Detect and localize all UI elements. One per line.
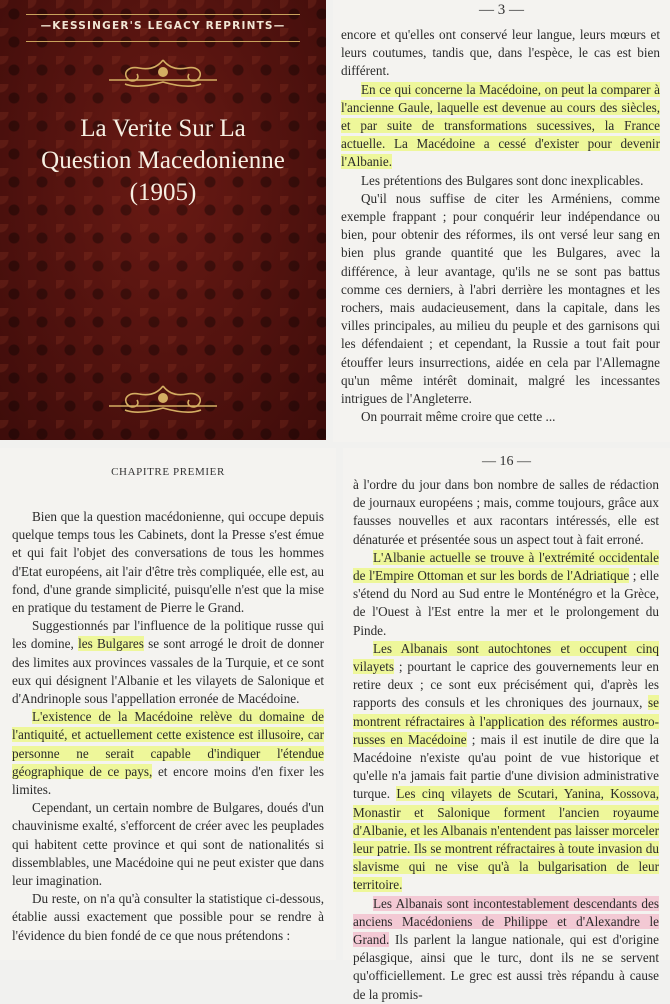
highlighted-text: Les Albanais sont incontestablement descendants des anciens Macédoniens de Philippe et d'Alexandre le Grand. [353,895,659,948]
cover-rule [26,41,300,42]
cover-top-rule [26,14,300,15]
chapter-page [0,448,336,960]
text-segment: se sont arrogé le droit de donner des limites aux provinces vassales de la Turquie, et ce sont eux qui désignent l'Albanie et les vilayets de Salonique et d'Andrinople sous l'appellation erronée de Macédoine. [12,636,324,707]
highlighted-text: L'Albanie actuelle se trouve à l'extrémité occidentale de l'Empire Ottoman et sur les bords de l'Adriatique [353,549,659,584]
text-segment: Suggestionnés par l'influence de la politique russe qui les domine, [12,618,324,652]
paragraph [341,26,660,81]
cover-title-line: Question Macedonienne [41,147,285,174]
highlighted-text: se montrent réfractaires à l'application des réformes austro-russes en Macédoine [353,695,659,747]
text-segment: On pourrait même croire que cette ... [361,409,556,425]
text-segment: Cependant, un certain nombre de Bulgares, doués d'un chauvinisme exalté, s'efforcent de créer avec les peuplades qui habitent cette province et qui sont de nationalités si dissemblables, une Macédoine qui ne peut exister que dans leur imagination. [12,800,324,889]
text-segment: et encore moins d'en fixer les limites. [12,763,324,798]
paragraph [353,549,659,640]
text-segment: Ils parlent la langue nationale, qui est d'origine pélasgique, ainsi que le turc, dont ils ne se servent qu'officiellement. Le grec est aussi très répandu à cause de la promis- [353,932,659,1002]
cover-title-line: (1905) [129,179,197,206]
highlighted-text: En ce qui concerne la Macédoine, on peut la comparer à l'ancienne Gaule, laquelle est devenue au cours des siècles, et par suite de transformations sucessives, la France actuelle. La Macédoine a cessé d'exister pour devenir l'Albanie. [341,81,660,170]
page-3 [333,0,670,442]
text-segment: encore et qu'elles ont conservé leur langue, leurs mœurs et leurs coutumes, tandis que, dans l'espèce, le cas est bien différent. [341,27,660,79]
text-segment: à l'ordre du jour dans bon nombre de salles de rédaction de journaux européens ; mais, comme toujours, grâce aux fausses nouvelles et aux racontars intéressés, elle est dénaturée et présentée sous un aspect tout à fait erroné. [353,477,659,547]
paragraph [353,640,659,895]
page-16 [343,448,670,1002]
paragraph [341,172,660,190]
bottom-ornament-icon [105,382,221,416]
chapter-heading: CHAPITRE PREMIER [111,466,225,478]
paragraph [12,508,324,617]
page-text [353,476,659,1004]
series-label: —KESSINGER'S LEGACY REPRINTS— [40,20,286,32]
text-segment: Les prétentions des Bulgares sont donc inexplicables. [361,172,644,188]
paragraph [12,799,324,890]
paragraph [12,617,324,708]
text-segment: Bien que la question macédonienne, qui occupe depuis quelque temps tous les Cabinets, dont la Presse s'est émue et qui fait l'objet des conversations de tous les hommes d'Etat européens, ait l'air d'être très compliquée, elle est, au fond, d'une grande simplicité, puisqu'elle n'est que la mise en pratique du testament de Pierre le Grand. [12,509,324,616]
paragraph [353,895,659,1004]
book-cover [0,0,326,440]
page-number: — 3 — [479,2,524,18]
paragraph [12,708,324,799]
text-segment: ; pourtant le caprice des gouvernements leur en retire deux ; ce sont eux précisément qui, d'après les rapports des consuls et les chroniques des journaux, [353,659,659,711]
text-segment: ; elle s'étend du Nord au Sud entre le Monténégro et la Grèce, de l'Ouest à l'Est entre la mer et le prolongement du Pinde. [353,568,659,638]
paragraph [341,408,660,426]
cover-title-line: La Verite Sur La [80,115,246,142]
highlighted-text: L'existence de la Macédoine relève du domaine de l'antiquité, et actuellement cette existence est illusoire, car personne ne serait capable d'indiquer l'étendue géographique de ce pays, [12,709,324,779]
paragraph [12,890,324,945]
highlighted-text: les Bulgares [78,636,144,652]
paragraph [341,190,660,408]
page-text [341,26,660,426]
top-ornament-icon [105,56,221,90]
highlighted-text: Les Albanais sont autochtones et occupent cinq vilayets [353,640,659,675]
text-segment: ; mais il est inutile de dire que la Macédoine n'existe qu'au point de vue historique et qu'elle n'a jamais fait partie d'une division administrative turque. [353,731,659,802]
text-segment: Qu'il nous suffise de citer les Arméniens, comme exemple frappant ; pour conquérir leur indépendance ou bien, pour obtenir des réformes, ils ont versé leur sang en bien plus grande quantité que les Bulgares, avec la différence, à leur avantage, qu'ils ne se sont pas battus comme ces derniers, à l'abri derrière les montagnes et les rochers, mais audacieusement, dans la capitale, dans les villes principales, au milieu du peuple et des garnisons qui les défendaient ; et cependant, la Russie a tout fait pour étouffer leurs insurrections, aidée en cela par l'Allemagne qu'un même intérêt dominait, malgré les incessantes intrigues de l'Angleterre. [341,190,660,407]
page-text [12,508,324,945]
page-number: — 16 — [482,454,531,469]
cover-title [10,113,316,209]
highlighted-text: Les cinq vilayets de Scutari, Yanina, Kossova, Monastir et Salonique forment l'ancien royaume d'Albanie, et les Albanais n'entendent pas laisser morceler leur patrie. Ils se montrent réfractaires à toute invasion du slavisme qui ne vise qu'à la bulgarisation de leur territoire. [353,786,659,893]
paragraph [341,81,660,172]
paragraph [353,476,659,549]
text-segment: Du reste, on n'a qu'à consulter la statistique ci-dessous, établie aussi exactement que possible pour se rendre à l'évidence du bien fondé de ce que nous prétendons : [12,891,324,943]
